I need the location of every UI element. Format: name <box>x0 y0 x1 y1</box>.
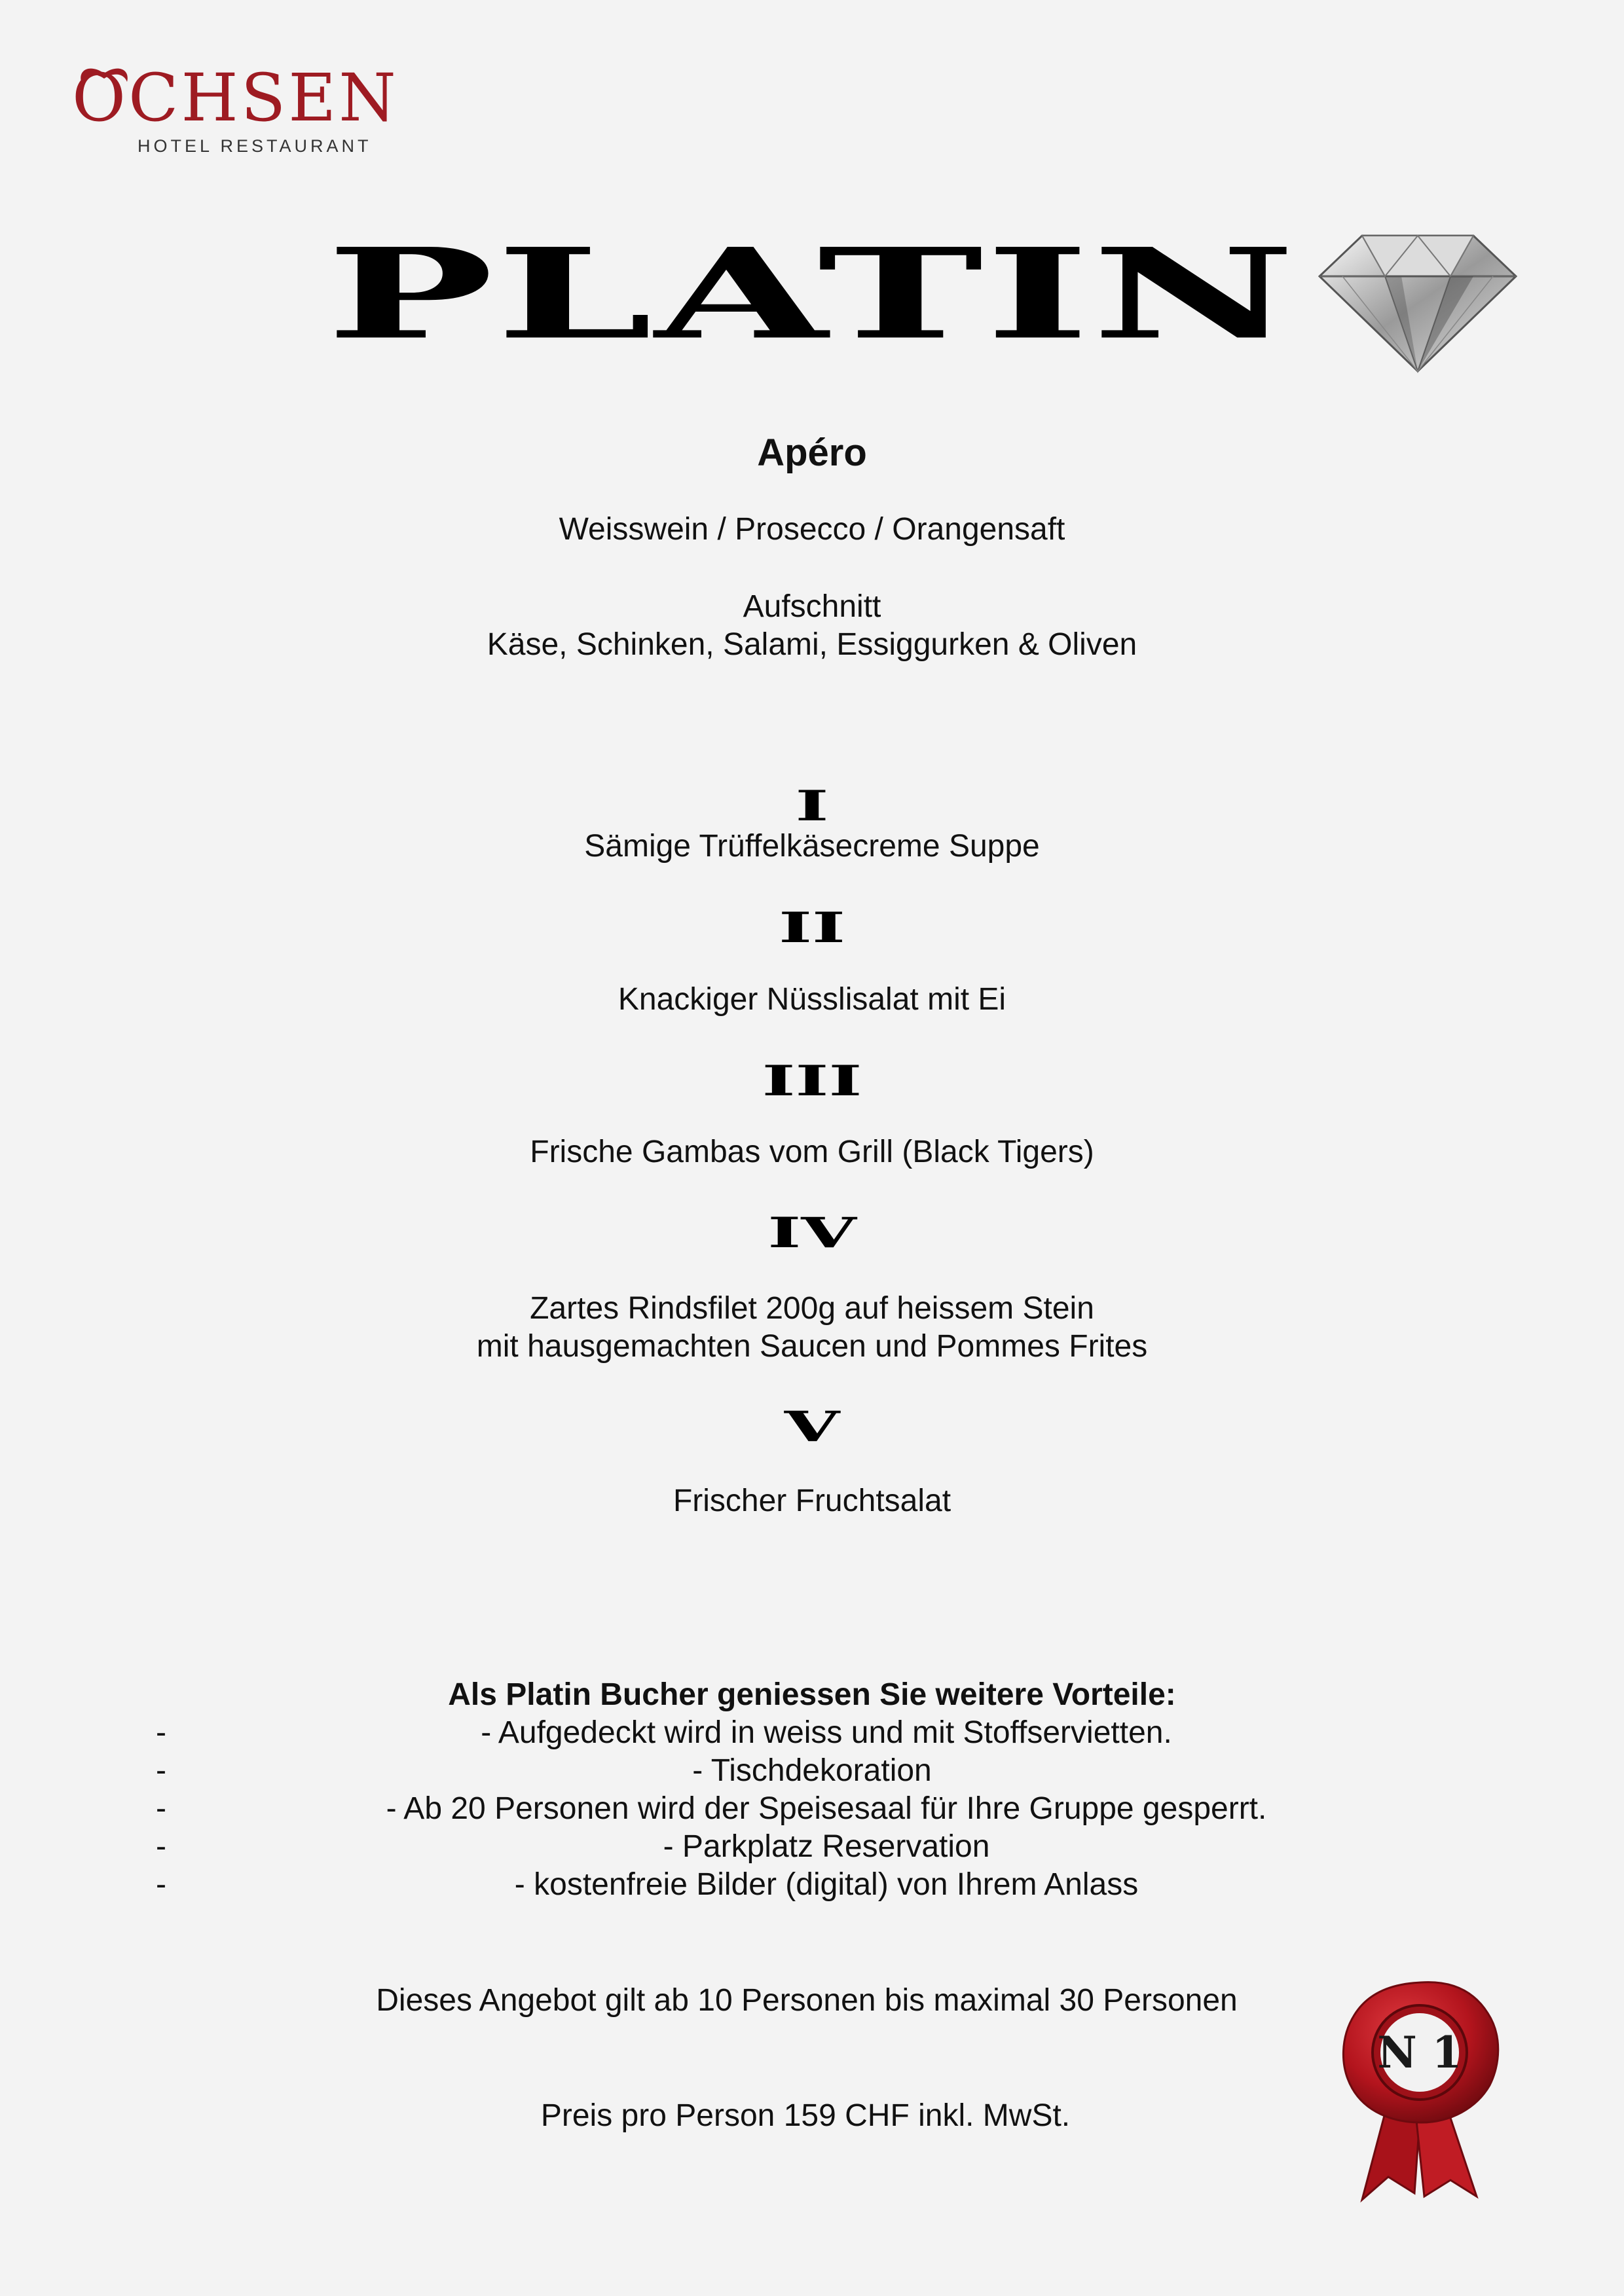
benefit-item: - Aufgedeckt wird in weiss und mit Stoffservietten. <box>481 1715 1172 1750</box>
bullet-dash: - <box>156 1829 166 1864</box>
bullet-dash: - <box>156 1867 166 1902</box>
course-5-numeral: V <box>784 1402 840 1451</box>
offer-note: Dieses Angebot gilt ab 10 Personen bis maximal 30 Personen <box>376 1983 1238 2018</box>
apero-heading: Apéro <box>757 431 867 474</box>
price-line: Preis pro Person 159 CHF inkl. MwSt. <box>540 2098 1071 2133</box>
seal-label: N 1 <box>1377 2027 1462 2078</box>
apero-drinks: Weisswein / Prosecco / Orangensaft <box>559 512 1065 547</box>
course-2-numeral: II <box>779 903 845 953</box>
course-4-dish-detail: mit hausgemachten Saucen und Pommes Frites <box>476 1329 1148 1364</box>
course-1-dish: Sämige Trüffelkäsecreme Suppe <box>584 829 1040 864</box>
course-2-dish: Knackiger Nüsslisalat mit Ei <box>618 982 1006 1017</box>
logo-name: OCHSEN <box>72 60 399 136</box>
course-4-dish: Zartes Rindsfilet 200g auf heissem Stein <box>530 1291 1094 1326</box>
logo-subtitle: HOTEL RESTAURANT <box>138 136 372 156</box>
wax-seal-badge <box>1336 1977 1506 2206</box>
benefits-heading: Als Platin Bucher geniessen Sie weitere Vorteile: <box>448 1677 1176 1712</box>
bullet-dash: - <box>156 1791 166 1826</box>
apero-platter-title: Aufschnitt <box>743 589 881 624</box>
course-3-numeral: III <box>762 1057 862 1106</box>
diamond-icon <box>1316 230 1519 374</box>
bullet-dash: - <box>156 1753 166 1788</box>
benefit-item: - Ab 20 Personen wird der Speisesaal für Ihre Gruppe gesperrt. <box>386 1791 1267 1826</box>
course-1-numeral: I <box>795 782 829 831</box>
benefit-item: - Parkplatz Reservation <box>663 1829 990 1864</box>
course-5-dish: Frischer Fruchtsalat <box>673 1484 951 1518</box>
benefit-item: - Tischdekoration <box>692 1753 932 1788</box>
menu-title: PLATIN <box>326 221 1298 368</box>
course-4-numeral: IV <box>767 1209 857 1258</box>
hotel-logo <box>72 60 399 164</box>
course-3-dish: Frische Gambas vom Grill (Black Tigers) <box>530 1135 1094 1169</box>
apero-platter-items: Käse, Schinken, Salami, Essiggurken & Oliven <box>487 627 1137 662</box>
benefit-item: - kostenfreie Bilder (digital) von Ihrem Anlass <box>514 1867 1139 1902</box>
bullet-dash: - <box>156 1715 166 1750</box>
